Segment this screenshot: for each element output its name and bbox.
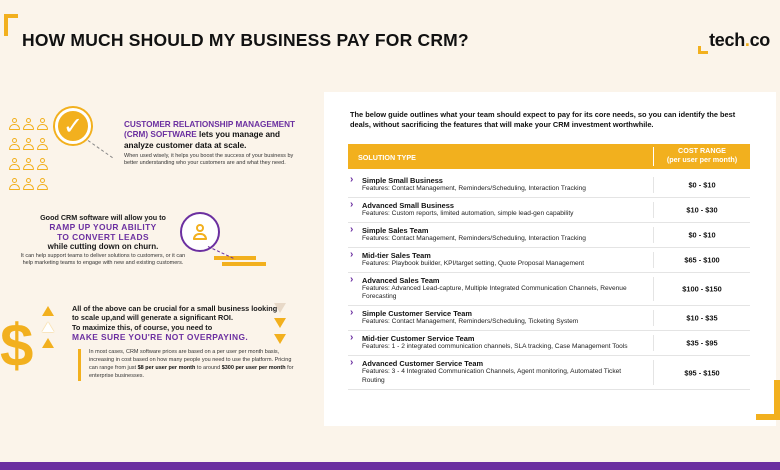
page-title: HOW MUCH SHOULD MY BUSINESS PAY FOR CRM?	[22, 30, 469, 50]
pricing-note-text: for enterprise businesses.	[89, 364, 294, 379]
overpaying-emphasis: MAKE SURE YOU'RE NOT OVERPAYING.	[72, 332, 249, 343]
crm-heading	[124, 120, 304, 151]
chevron-right-icon: ›	[350, 248, 354, 260]
chevron-right-icon: ›	[350, 307, 354, 319]
bottom-accent-bar	[0, 462, 780, 470]
row-features: Features: 1 - 2 integrated communication channels, SLA tracking, Case Management Tools	[362, 343, 628, 351]
row-price: $100 - $150	[682, 284, 722, 294]
chevron-right-icon: ›	[350, 357, 354, 369]
row-features: Features: Contact Management, Reminders/Scheduling, Interaction Tracking	[362, 185, 586, 192]
pricing-table-body	[348, 173, 750, 390]
arrow-up-outline-icon	[42, 322, 54, 332]
arrow-up-icon	[42, 338, 54, 348]
chevron-right-icon: ›	[350, 332, 354, 344]
corner-bracket-decoration	[756, 380, 780, 420]
title-bracket-decoration	[4, 14, 18, 36]
table-row	[348, 356, 750, 390]
table-row	[348, 273, 750, 307]
row-solution-name: Mid-tier Sales Team	[362, 250, 431, 260]
table-row	[348, 248, 750, 273]
logo-text: tech	[709, 30, 745, 50]
table-row	[348, 223, 750, 248]
row-price: $95 - $150	[684, 368, 720, 378]
chevron-right-icon: ›	[350, 198, 354, 210]
conversion-line2: RAMP UP YOUR ABILITY	[49, 222, 157, 232]
platform-bar-decoration	[214, 256, 256, 260]
connector-line	[88, 140, 113, 158]
row-price: $0 - $10	[688, 230, 716, 240]
target-customer-icon	[180, 212, 220, 252]
row-solution-name: Mid-tier Customer Service Team	[362, 334, 475, 344]
pricing-guide-panel	[324, 92, 776, 426]
chevron-right-icon: ›	[350, 273, 354, 285]
arrow-up-icon	[42, 306, 54, 316]
row-features: Features: Playbook builder, KPI/target setting, Quote Proposal Management	[362, 259, 585, 267]
conversion-line3: TO CONVERT LEADS	[57, 232, 149, 242]
row-features: Features: Contact Management, Reminders/Scheduling, Ticketing System	[362, 318, 579, 326]
overpaying-line1: All of the above can be crucial for a small business looking to scale up,and will generate a significant ROI.	[72, 304, 278, 323]
header-cost-line1: COST RANGE	[678, 146, 726, 155]
pricing-note	[78, 349, 300, 381]
pricing-note-max: $300 per user per month	[221, 364, 286, 371]
row-price: $10 - $30	[686, 205, 718, 215]
table-row	[348, 198, 750, 223]
tech-co-logo[interactable]	[709, 30, 770, 51]
row-solution-name: Advanced Small Business	[362, 200, 455, 210]
chevron-right-icon: ›	[350, 223, 354, 235]
row-solution-name: Advanced Sales Team	[362, 275, 440, 285]
dollar-sign-icon: $	[0, 312, 34, 379]
overpaying-line2: To maximize this, of course, you need to	[72, 322, 213, 332]
row-solution-name: Simple Small Business	[362, 176, 443, 185]
logo-suffix: co	[749, 30, 770, 50]
row-features: Features: 3 - 4 Integrated Communication Channels, Agent monitoring, Automated Ticket Routing	[362, 368, 622, 385]
conversion-block	[18, 213, 188, 268]
platform-bar-decoration	[222, 262, 266, 266]
header-solution-type: SOLUTION TYPE	[358, 153, 416, 162]
header-cost-range	[654, 146, 750, 164]
row-solution-name: Simple Customer Service Team	[362, 309, 472, 319]
row-price: $65 - $100	[684, 255, 720, 265]
row-price: $0 - $10	[688, 180, 716, 190]
crm-heading-rest: lets you manage and analyze customer data at scale.	[124, 130, 281, 150]
people-group-icon	[8, 118, 60, 198]
crm-heading-accent: CUSTOMER RELATIONSHIP MANAGEMENT (CRM) SOFTWARE	[124, 120, 296, 140]
table-row	[348, 306, 750, 331]
row-features: Features: Custom reports, limited automation, simple lead-gen capability	[362, 209, 574, 217]
table-row	[348, 331, 750, 356]
row-price: $10 - $35	[686, 313, 718, 323]
row-solution-name: Advanced Customer Service Team	[362, 359, 484, 369]
chevron-right-icon: ›	[350, 174, 354, 185]
guide-intro: The below guide outlines what your team should expect to pay for its core needs, so you can identify the best deals, without sacrificing the features that will make your CRM investment worthwhile.	[350, 110, 736, 129]
conversion-line4: while cutting down on churn.	[47, 242, 159, 251]
crm-definition	[124, 120, 304, 168]
table-row	[348, 173, 750, 198]
conversion-note: It can help support teams to deliver solutions to customers, or it can help marketing teams to engage with new and existing customers.	[20, 253, 186, 267]
row-features: Features: Advanced Lead-capture, Multiple Integrated Communication Channels, Revenue Forecasting	[362, 284, 627, 301]
pricing-note-min: $8 per user per month	[137, 364, 196, 371]
overpaying-block	[72, 304, 282, 343]
checkmark-badge-icon: ✓	[55, 108, 91, 144]
header-cost-line2: (per user per month)	[666, 155, 738, 164]
crm-note: When used wisely, it helps you boost the success of your business by better understanding who your customers are and what they need.	[124, 152, 294, 167]
pricing-note-text: to around	[195, 364, 222, 371]
row-price: $35 - $95	[686, 338, 718, 348]
conversion-line1: Good CRM software will allow you to	[40, 213, 166, 222]
logo-dot: .	[744, 30, 750, 50]
table-header	[348, 144, 750, 169]
pricing-note-text: In most cases, CRM software prices are based on a per user per month basis, increasing in cost based on how many people you need to use the platform. Pricing can range from just	[89, 349, 292, 371]
row-solution-name: Simple Sales Team	[362, 225, 429, 235]
logo-bracket-decoration	[698, 46, 708, 54]
row-features: Features: Contact Management, Reminders/Scheduling, Interaction Tracking	[362, 234, 586, 242]
